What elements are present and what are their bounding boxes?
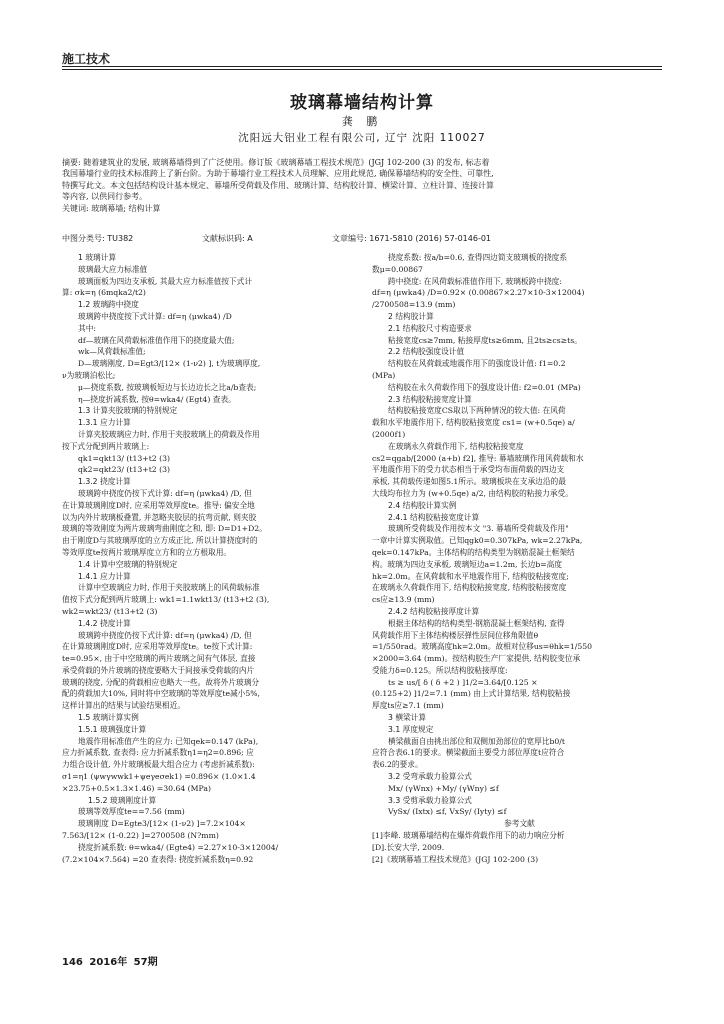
left-column-line: 按下式分配到两片玻璃上: [62, 441, 150, 451]
left-column-line: df—玻璃在风荷载标准值作用下的挠度最大值; [78, 335, 235, 345]
right-column-line: ts ≥ us/[ δ ( δ +2 ) ]1/2=3.64/[0.125 × [388, 677, 538, 687]
left-column-line: 算: σk=η (6mqka2/t2) [62, 288, 146, 298]
left-column-line: 1.4.1 应力计算 [78, 571, 131, 581]
right-column-line: 表6.2的要求。 [372, 760, 423, 770]
right-column-line: 3 横梁计算 [388, 713, 427, 723]
right-column-line: 2.2 结构胶强度设计值 [388, 347, 465, 357]
right-column-line: 风荷载作用下主体结构楼层弹性层间位移角限值θ [372, 630, 539, 640]
right-column-line: 3.1 厚度规定 [388, 724, 434, 734]
left-column-line: 由于刚度D与其玻璃厚度的立方成正比, 所以计算挠度时的 [62, 536, 258, 546]
right-column-line: 2.4.2 结构胶粘接厚度计算 [388, 606, 480, 616]
left-column-line: 玻璃跨中挠度仍按下式计算: df=η (μwka4) /D, 但 [78, 488, 252, 498]
left-column-line: te=0.95×, 由于中空玻璃的两片玻璃之间有气体层, 直接 [62, 654, 256, 664]
left-column-line: 玻璃最大应力标准值 [78, 264, 148, 274]
article-id: 文章编号: 1671-5810 (2016) 57-0146-01 [332, 234, 492, 243]
right-column-line: 参考文献 [504, 819, 535, 829]
left-column-line: 玻璃的等效刚度为两片玻璃弯曲刚度之和, 即: D=D1+D2。 [62, 524, 267, 534]
document-code: 文献标识码: A [202, 234, 253, 243]
right-column-line: 承板, 其荷载传递如图5.1所示。玻璃板块在支承边沿的最 [372, 477, 566, 487]
left-column-line: 玻璃跨中挠度按下式计算: df=η (μwka4) /D [78, 311, 232, 321]
right-column-line: [2]《玻璃幕墙工程技术规范》(JGJ 102-200 (3) [372, 854, 539, 864]
right-column-line: 构。玻璃为四边支承板, 玻璃短边a=1.2m, 长边b=高度 [372, 559, 563, 569]
article-meta [62, 233, 662, 244]
left-column-line: 玻璃等效厚度te==7.56 (mm) [78, 807, 185, 817]
abstract-line: 摘要: 随着建筑业的发展, 玻璃幕墙得到了广泛使用。修订版《玻璃幕墙工程技术规范》(JGJ 102-200 (3) 的发布, 标志着 [62, 158, 490, 167]
abstract-block [62, 157, 662, 214]
left-column-line: 玻璃的挠度, 分配的荷载相应也略大一些。故将外片玻璃分 [62, 677, 260, 687]
page-footer [62, 953, 158, 968]
right-column-line: 受能力δ=0.125。所以结构胶粘接厚度: [372, 665, 508, 675]
left-column-line: wk—风荷载标准值; [78, 347, 146, 357]
right-column-line: 2 结构胶计算 [388, 311, 434, 321]
section-label: 施工技术 [62, 52, 111, 66]
right-column-line: (MPa) [372, 370, 396, 380]
left-column-line: 1.3.1 应力计算 [78, 418, 131, 428]
clc-number: 中图分类号: TU382 [62, 234, 134, 243]
right-column-line: 应符合表6.1的要求。横梁截面主要受力部位厚度t应符合 [372, 748, 565, 758]
right-column-line: cs应≥13.9 (mm) [372, 595, 435, 605]
right-column-line: (0.125+2) ]1/2=7.1 (mm) 由上式计算结果, 结构胶粘接 [372, 689, 571, 699]
article-title: 玻璃幕墙结构计算 [290, 93, 434, 113]
right-column-line: 大线均布拉力为 (w+0.5qe) a/2, 由结构胶的粘接力承受。 [372, 488, 573, 498]
left-column-line: qk2=qkt23/ (t13+t2 (3) [78, 465, 171, 475]
right-column-line: ×2000=3.64 (mm)。按结构胶生产厂家提供, 结构胶变位承 [372, 654, 581, 664]
right-column-line: [D].长安大学, 2009. [372, 842, 445, 852]
left-column-line: 等效厚度te按两片玻璃厚度立方和的立方根取用。 [62, 547, 232, 557]
left-column-line: 玻璃刚度 D=Egte3/[12× (1-ν2) ]=7.2×104× [78, 819, 246, 829]
left-column-line: 玻璃跨中挠度仍按下式计算: df=η (μwka4) /D, 但 [78, 630, 252, 640]
left-column-line: 计算中空玻璃应力时, 作用于夹胶玻璃上的风荷载标准 [78, 583, 260, 593]
left-column-line: 1 玻璃计算 [78, 253, 117, 262]
left-column-line: wk2=wkt23/ (t13+t2 (3) [62, 606, 158, 616]
left-column-line: 以为内外片玻璃板叠置, 并忽略夹胶层的抗弯贡献, 则夹胶 [62, 512, 257, 522]
left-column-line: 挠度折减系数: θ=wka4/ (Egte4) =2.27×10-3×12004/ [78, 842, 279, 852]
left-column-line: ×23.75+0.5×1.3×1.46) =30.64 (MPa) [62, 783, 211, 793]
right-column-line: 厚度ts应≥7.1 (mm) [372, 701, 444, 711]
left-column-line: 值按下式分配到两片玻璃上: wk1=1.1wkt13/ (t13+t2 (3), [62, 595, 270, 605]
left-column-line: 1.4 计算中空玻璃的特别规定 [78, 559, 178, 569]
right-column-line: 2.3 结构胶粘接宽度计算 [388, 394, 472, 404]
left-column-line: 1.3 计算夹胶玻璃的特别规定 [78, 406, 178, 416]
right-column-line: [1]李峰. 玻璃幕墙结构在爆炸荷载作用下的动力响应分析 [372, 831, 565, 841]
right-column-line: VySx/ (Ixtx) ≤f, VxSy/ (Iyty) ≤f [388, 807, 507, 817]
right-column-line: Mx/ (γWnx) +My/ (γWny) ≤f [388, 783, 499, 793]
left-column-line: 地震作用标准值产生的应力: 已知qek=0.147 (kPa), [78, 736, 259, 746]
left-column-line: D—玻璃刚度, D=Egt3/[12× (1-ν2) ], t为玻璃厚度, [78, 359, 261, 369]
right-column-line: 在玻璃永久荷载作用下, 结构胶粘接宽度, 结构胶粘接宽度 [372, 583, 567, 593]
right-column-line: 2.4.1 结构胶粘接宽度计算 [388, 512, 480, 522]
right-column-line: 粘接宽度cs≥7mm, 粘接厚度ts≥6mm, 且2ts≥cs≥ts。 [388, 335, 582, 345]
right-column-line: (2000f1) [372, 429, 406, 439]
right-column-line: 跨中挠度: 在风荷载标准值作用下, 玻璃板跨中挠度: [388, 276, 562, 286]
left-column-line: 1.5.1 玻璃强度计算 [78, 724, 147, 734]
left-column-line: (7.2×104×7.564) =20 查表得: 挠度折减系数η=0.92 [62, 854, 254, 864]
issue-label: 2016年 57期 [89, 957, 158, 968]
right-column-line: 根据主体结构的结构类型-钢筋混凝土框架结构, 查得 [388, 618, 565, 628]
left-column-line: 其中: [78, 323, 96, 333]
left-column-line: 力组合设计值, 外片玻璃板最大组合应力 (考虑折减系数): [62, 760, 255, 770]
left-column-line: 应力折减系数, 查表得: 应力折减系数η1=η2=0.896; 应 [62, 748, 254, 758]
right-column-line: 载和水平地震作用下, 结构胶粘接宽度 cs1= (w+0.5qe) a/ [372, 418, 575, 428]
right-column-line: hk=2.0m。在风荷载和水平地震作用下, 结构胶粘接宽度; [372, 571, 569, 581]
left-column-line: 1.5.2 玻璃刚度计算 [88, 795, 157, 805]
left-column-line: 承受荷载的外片玻璃的挠度要略大于间接承受荷载的内片 [62, 665, 255, 675]
right-column-line: 玻璃所受荷载及作用按本文 "3. 幕墙所受荷载及作用" [388, 524, 569, 534]
article-author: 龚 鹏 [341, 115, 383, 128]
abstract-line: 等内容, 以供同行参考。 [62, 192, 148, 202]
left-column-line: 在计算玻璃刚度D时, 应采用等效厚度te。推导: 偏安全地 [62, 500, 255, 510]
right-column-line: 一章中计算实例取值。已知qgk0=0.307kPa, wk=2.27kPa, [372, 536, 583, 546]
right-column-line: 平地震作用下的受力状态相当于承受均布面荷载的四边支 [372, 465, 565, 475]
right-column-line: 横梁截面自由挑出部位和双侧加劲部位的宽厚比b0/t [388, 736, 565, 746]
left-column-line: η—挠度折减系数, 按θ=wka4/ (Egt4) 查表。 [78, 394, 236, 404]
right-column-line: df=η (μwka4) /D=0.92× (0.00867×2.27×10-3×12004) [372, 288, 585, 298]
left-column-line: 1.4.2 挠度计算 [78, 618, 131, 628]
right-column-line: 2.1 结构胶尺寸构造要求 [388, 323, 472, 333]
left-column-line: ν为玻璃泊松比; [62, 370, 116, 380]
left-column-line: μ—挠度系数, 按玻璃板短边与长边边长之比a/b查表; [78, 382, 257, 392]
left-column-line: 1.5 玻璃计算实例 [78, 713, 139, 723]
left-column-line: 1.3.2 挠度计算 [78, 477, 131, 487]
left-column-line: qk1=qkt13/ (t13+t2 (3) [78, 453, 171, 463]
right-column-line: qek=0.147kPa。主体结构的结构类型为钢筋混凝土框架结 [372, 547, 575, 557]
right-column-line: 3.3 受剪承载力验算公式 [388, 795, 472, 805]
right-column-line: 结构胶在风荷载或地震作用下的强度设计值: f1=0.2 [388, 359, 566, 369]
left-column-line: σ1=η1 (ψwγwwk1+ψeγeσek1) =0.896× (1.0×1.4 [62, 772, 256, 782]
left-column-line: 7.563/[12× (1-0.22) ]=2700508 (N?mm) [62, 831, 219, 841]
right-column-line: 结构胶粘接宽度CS取以下两种情况的较大值: 在风荷 [388, 406, 566, 416]
header-rule-top [62, 66, 662, 67]
left-column-line: 玻璃面板为四边支承板, 其最大应力标准值按下式计 [78, 276, 253, 286]
right-column-line: 3.2 受弯承载力验算公式 [388, 772, 472, 782]
left-column-line: 计算夹胶玻璃应力时, 作用于夹胶玻璃上的荷载及作用 [78, 429, 260, 439]
right-column-line: 在玻璃永久荷载作用下, 结构胶粘接宽度 [388, 441, 524, 451]
right-column-line: 挠度系数: 按a/b=0.6, 查得四边简支玻璃板的挠度系 [388, 253, 568, 262]
abstract-line: 特撰写此文。本文包括结构设计基本规定、幕墙所受荷载及作用、玻璃计算、结构胶计算、横梁计算、立柱计算、连接计算 [62, 180, 494, 190]
left-column-line: 1.2 玻璃跨中挠度 [78, 300, 139, 310]
page-number: 146 [62, 957, 83, 968]
right-column-line: 数μ=0.00867 [372, 264, 423, 274]
abstract-line: 我国幕墙行业的技术标准跨上了新台阶。为助于幕墙行业工程技术人员理解、应用此规范, 确保幕墙结构的安全性、可靠性, [62, 169, 494, 179]
header-rule-bottom [62, 69, 662, 70]
keywords-line: 关键词: 玻璃幕墙; 结构计算 [62, 203, 161, 213]
right-column-line: /2700508=13.9 (mm) [372, 300, 456, 310]
article-affiliation: 沈阳远大铝业工程有限公司, 辽宁 沈阳 110027 [238, 132, 486, 144]
left-column [62, 252, 357, 865]
left-column-line: 配的荷载加大10%, 同时将中空玻璃的等效厚度te减小5%, [62, 689, 261, 699]
right-column-line: 2.4 结构胶计算实例 [388, 500, 457, 510]
right-column [372, 252, 667, 865]
right-column-line: =1/550rad。玻璃高度hk=2.0m。故相对位移us=θhk=1/550 [372, 642, 593, 652]
left-column-line: 在计算玻璃刚度D时, 应采用等效厚度te。te按下式计算: [62, 642, 253, 652]
right-column-line: cs2=qgab/[2000 (a+b) f2], 推导: 幕墙玻璃作用风荷载和水 [372, 453, 584, 463]
left-column-line: 这样计算出的结果与试验结果相近。 [62, 701, 186, 711]
right-column-line: 结构胶在永久荷载作用下的强度设计值: f2=0.01 (MPa) [388, 382, 581, 392]
